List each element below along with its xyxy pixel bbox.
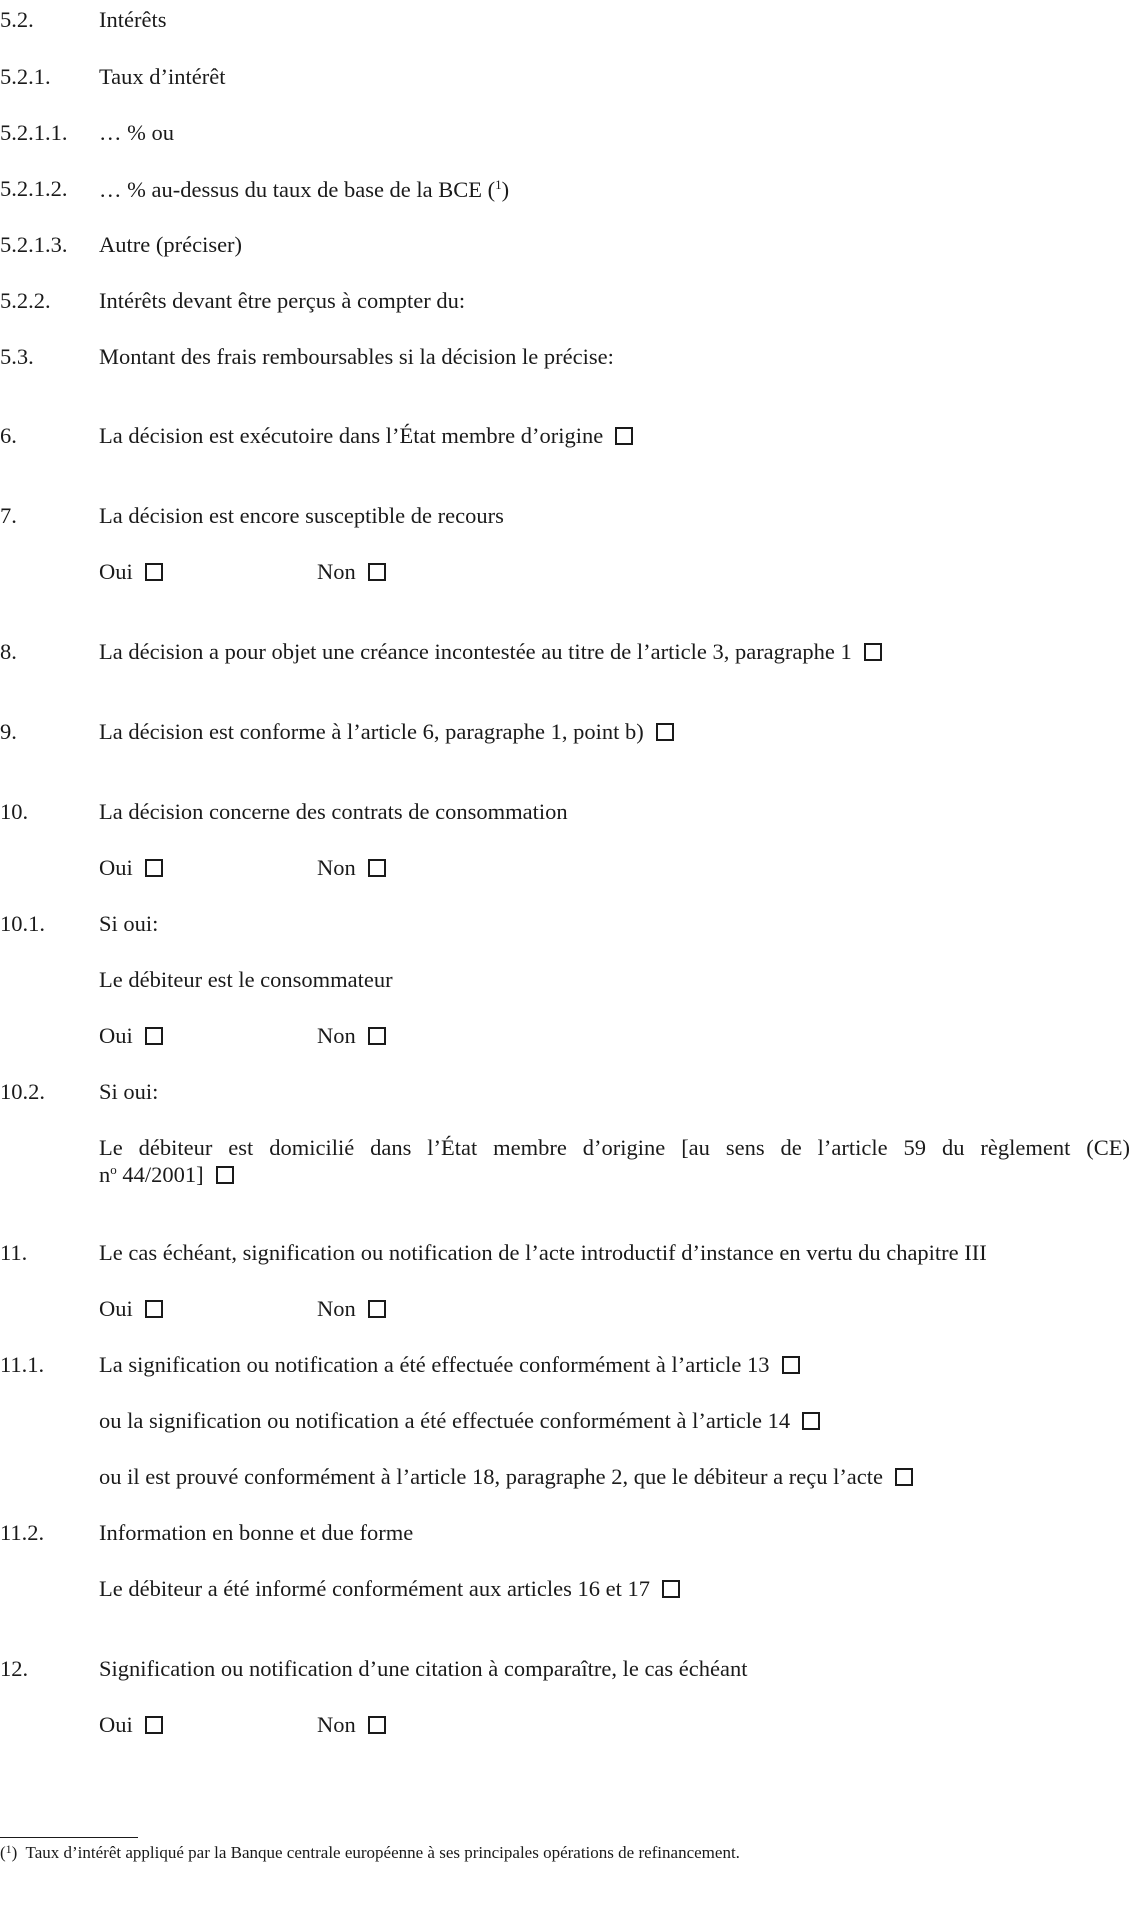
section-number: 10.2. [0,1079,45,1104]
domiciled-checkbox[interactable] [216,1166,234,1184]
reimbursable-costs: Montant des frais remboursables si la décision le précise: [99,344,614,369]
yes-option [99,857,163,880]
no-label: Non [317,855,356,880]
section-number: 5.2.1. [0,64,51,89]
debtor-informed-text: Le débiteur a été informé conformément aux articles 16 et 17 [99,1576,651,1601]
no-checkbox[interactable] [368,859,386,877]
section-number: 10.1. [0,911,45,936]
yes-label: Oui [99,1023,133,1048]
section-heading-taux: Taux d’intérêt [99,64,226,89]
no-option [317,1025,386,1048]
section-number: 5.2. [0,7,34,32]
conformity-statement [99,721,674,744]
footnote-divider [0,1837,138,1838]
yes-label: Oui [99,1712,133,1737]
debtor-domiciled-text: Le débiteur est domicilié dans l’État membre d’origine [au sens de l’article 59 du règlement (CE) [99,1135,1130,1160]
footnote: ($^1$) Taux d’intérêt appliqué par la Banque centrale européenne à ses principales opérations de refinancement. [0,1842,740,1862]
section-number: 5.2.1.2. [0,176,68,201]
service-art18-text: ou il est prouvé conformément à l’article 18, paragraphe 2, que le débiteur a reçu l’acte [99,1464,884,1489]
debtor-informed [99,1578,680,1601]
section-number: 11.2. [0,1520,45,1545]
footnote-text: Taux d’intérêt appliqué par la Banque centrale européenne à ses principales opérations de refinancement. [25,1843,740,1862]
no-label: Non [317,1023,356,1048]
section-number: 5.2.1.3. [0,232,68,257]
no-option [317,561,386,584]
enforceable-statement [99,425,633,448]
regulation-number [99,1163,234,1187]
section-number: 6. [0,423,17,448]
yes-label: Oui [99,1296,133,1321]
service-statement: Le cas échéant, signification ou notification de l’acte introductif d’instance en vertu du chapitre III [99,1240,987,1265]
enforceable-checkbox[interactable] [615,427,633,445]
section-number: 11. [0,1240,28,1265]
yes-checkbox[interactable] [145,1027,163,1045]
due-information-heading: Information en bonne et due forme [99,1520,414,1545]
summons-statement: Signification ou notification d’une citation à comparaître, le cas échéant [99,1656,748,1681]
number-abbrev-sup: o [110,1162,117,1177]
section-number: 12. [0,1656,29,1681]
yes-option [99,1298,163,1321]
service-art18 [99,1466,913,1489]
interest-start-date: Intérêts devant être perçus à compter du: [99,288,466,313]
consumer-contract-statement: La décision concerne des contrats de consommation [99,799,568,824]
no-label: Non [317,1712,356,1737]
no-option [317,1298,386,1321]
yes-label: Oui [99,559,133,584]
section-number: 5.3. [0,344,34,369]
yes-option [99,1714,163,1737]
conformity-checkbox[interactable] [656,723,674,741]
conformity-text: La décision est conforme à l’article 6, paragraphe 1, point b) [99,719,644,744]
section-number: 5.2.1.1. [0,120,68,145]
uncontested-claim-text: La décision a pour objet une créance incontestée au titre de l’article 3, paragraphe 1 [99,639,852,664]
section-number: 10. [0,799,29,824]
service-art13 [99,1354,800,1377]
footnote-ref: 1 [495,177,502,192]
no-option [317,1714,386,1737]
if-yes-label: Si oui: [99,1079,159,1104]
section-number: 11.1. [0,1352,45,1377]
art14-checkbox[interactable] [802,1412,820,1430]
art18-checkbox[interactable] [895,1468,913,1486]
yes-label: Oui [99,855,133,880]
enforceable-text: La décision est exécutoire dans l’État membre d’origine [99,423,604,448]
footnote-mark: 1 [5,1842,12,1856]
yes-option [99,561,163,584]
rate-above-ecb-option [99,178,509,202]
no-checkbox[interactable] [368,1716,386,1734]
number-abbrev: n [99,1162,111,1187]
uncontested-claim-statement [99,641,882,664]
no-checkbox[interactable] [368,563,386,581]
service-art14-text: ou la signification ou notification a été effectuée conformément à l’article 14 [99,1408,791,1433]
debtor-consumer-text: Le débiteur est le consommateur [99,967,393,992]
no-option [317,857,386,880]
yes-checkbox[interactable] [145,859,163,877]
no-label: Non [317,1296,356,1321]
no-checkbox[interactable] [368,1027,386,1045]
uncontested-claim-checkbox[interactable] [864,643,882,661]
no-label: Non [317,559,356,584]
yes-checkbox[interactable] [145,563,163,581]
section-number: 7. [0,503,17,528]
rate-percent-option: … % ou [99,120,174,145]
art13-checkbox[interactable] [782,1356,800,1374]
regulation-ref: 44/2001] [116,1162,204,1187]
service-art13-text: La signification ou notification a été effectuée conformément à l’article 13 [99,1352,770,1377]
paren-close: ) [501,177,510,202]
section-heading-interets: Intérêts [99,7,167,32]
appeal-statement: La décision est encore susceptible de recours [99,503,504,528]
yes-option [99,1025,163,1048]
section-number: 5.2.2. [0,288,51,313]
section-number: 9. [0,719,17,744]
rate-above-ecb-text: … % au-dessus du taux de base de la BCE ( [99,177,496,202]
yes-checkbox[interactable] [145,1300,163,1318]
if-yes-label: Si oui: [99,911,159,936]
rate-other-option: Autre (préciser) [99,232,243,257]
yes-checkbox[interactable] [145,1716,163,1734]
service-art14 [99,1410,820,1433]
informed-checkbox[interactable] [662,1580,680,1598]
no-checkbox[interactable] [368,1300,386,1318]
section-number: 8. [0,639,17,664]
